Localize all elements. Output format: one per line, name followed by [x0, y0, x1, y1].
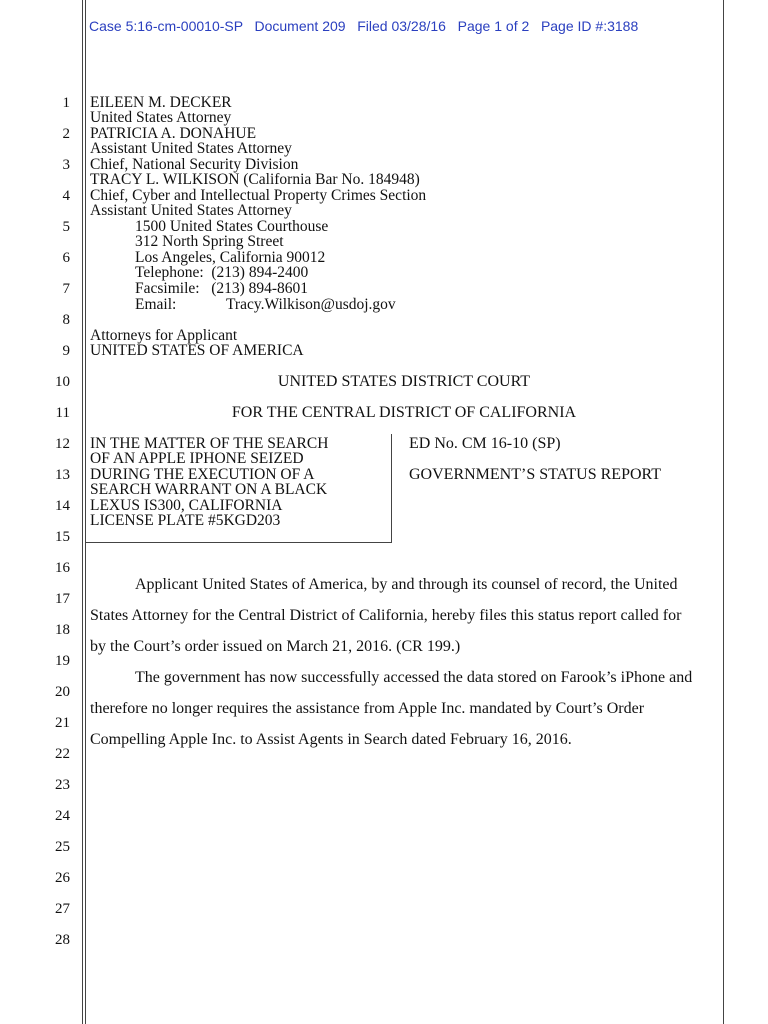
line-number: 4 [62, 188, 70, 204]
case-number: ED No. CM 16-10 (SP) [409, 435, 561, 452]
ecf-header [89, 18, 638, 34]
caption-line: OF AN APPLE IPHONE SEIZED [90, 450, 304, 467]
line-number: 13 [55, 467, 70, 483]
telephone: Telephone: (213) 894-2400 [135, 264, 309, 281]
line-number: 9 [62, 343, 70, 359]
body-paragraph [90, 569, 694, 662]
line-number: 28 [55, 932, 70, 948]
email-label: Email: [135, 296, 177, 313]
right-margin-rule [723, 0, 724, 1024]
court-district: FOR THE CENTRAL DISTRICT OF CALIFORNIA [231, 404, 577, 421]
line-number: 26 [55, 870, 70, 886]
line-number: 3 [62, 157, 70, 173]
caption-line: DURING THE EXECUTION OF A [90, 466, 315, 483]
line-number: 24 [55, 808, 70, 824]
court-name: UNITED STATES DISTRICT COURT [277, 373, 531, 390]
caption-line: IN THE MATTER OF THE SEARCH [90, 435, 329, 452]
counsel-title: Chief, National Security Division [90, 156, 299, 173]
body-paragraph [90, 662, 694, 755]
header-filed: Filed 03/28/16 [357, 18, 446, 34]
line-number: 14 [55, 498, 70, 514]
line-number: 5 [62, 219, 70, 235]
counsel-name: PATRICIA A. DONAHUE [90, 125, 257, 142]
line-number: 19 [55, 653, 70, 669]
counsel-name: EILEEN M. DECKER [90, 94, 232, 111]
line-number: 12 [55, 436, 70, 452]
caption-line: LICENSE PLATE #5KGD203 [90, 512, 281, 529]
counsel-title: Chief, Cyber and Intellectual Property Crimes Section [90, 187, 427, 204]
caption-line: LEXUS IS300, CALIFORNIA [90, 497, 283, 514]
line-number: 17 [55, 591, 70, 607]
header-case: Case 5:16-cm-00010-SP [89, 18, 243, 34]
counsel-name: TRACY L. WILKISON (California Bar No. 184948) [90, 171, 420, 188]
email-address: Tracy.Wilkison@usdoj.gov [226, 296, 396, 313]
line-number: 27 [55, 901, 70, 917]
header-document: Document 209 [254, 18, 346, 34]
address-line: 312 North Spring Street [135, 233, 284, 250]
party-name: UNITED STATES OF AMERICA [90, 342, 304, 359]
left-margin-rule [82, 0, 83, 1024]
line-number: 2 [62, 126, 70, 142]
counsel-title: Assistant United States Attorney [90, 202, 292, 219]
document-title: GOVERNMENT’S STATUS REPORT [409, 466, 661, 483]
address-line: Los Angeles, California 90012 [135, 249, 326, 266]
counsel-title: United States Attorney [90, 109, 232, 126]
line-number: 18 [55, 622, 70, 638]
caption-line: SEARCH WARRANT ON A BLACK [90, 481, 328, 498]
facsimile: Facsimile: (213) 894-8601 [135, 280, 309, 297]
line-number: 11 [55, 405, 70, 421]
line-number: 22 [55, 746, 70, 762]
line-number: 23 [55, 777, 70, 793]
address-line: 1500 United States Courthouse [135, 218, 329, 235]
line-number: 7 [62, 281, 70, 297]
line-number: 1 [62, 95, 70, 111]
header-page: Page 1 of 2 [457, 18, 530, 34]
paragraph-text: The government has now successfully accessed the data stored on Farook’s iPhone and therefore no longer requires the assistance from Apple Inc. mandated by Court’s Order Compelling Apple Inc. to Assist Agents in Search dated February 16, 2016. [90, 669, 693, 748]
line-number: 10 [55, 374, 70, 390]
attorneys-for: Attorneys for Applicant [90, 327, 238, 344]
counsel-title: Assistant United States Attorney [90, 140, 292, 157]
line-number: 16 [55, 560, 70, 576]
line-number: 20 [55, 684, 70, 700]
paragraph-text: Applicant United States of America, by and through its counsel of record, the United States Attorney for the Central District of California, hereby files this status report called for by the Court’s order issued on March 21, 2016. (CR 199.) [90, 576, 682, 655]
line-number: 25 [55, 839, 70, 855]
line-number: 15 [55, 529, 70, 545]
line-number: 21 [55, 715, 70, 731]
header-page-id: Page ID #:3188 [540, 18, 639, 34]
line-number: 6 [62, 250, 70, 266]
line-number: 8 [62, 312, 70, 328]
